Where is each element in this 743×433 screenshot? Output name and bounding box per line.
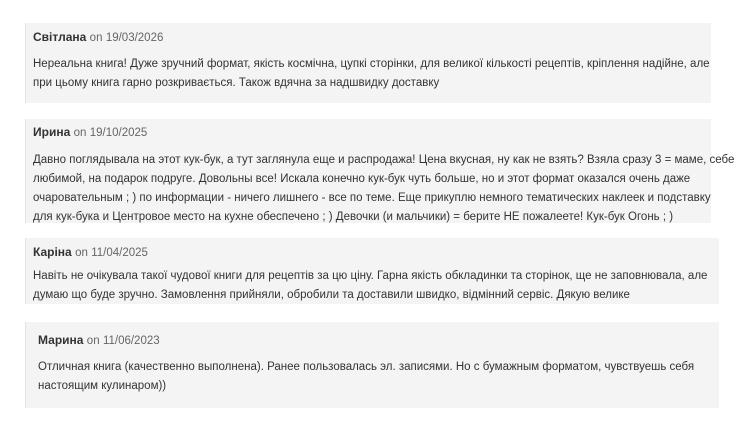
review-text-line: Давно поглядывала на этот кук-бук, а тут заглянула еще и распродажа! Цена вкусная, ну как не взять? Взяла сразу 3 = маме, себе [33, 154, 735, 166]
review-on-word: on [89, 32, 103, 44]
review-header [33, 124, 697, 141]
review-date: 19/10/2025 [89, 127, 148, 139]
review-date: 11/04/2025 [91, 247, 148, 259]
review-author: Світлана [33, 30, 87, 44]
review-on-word: on [73, 127, 87, 139]
review-date: 19/03/2026 [105, 32, 164, 44]
review-text-line: думаю що буде зручно. Замовлення прийняли, обробили та доставили швидко, відмінний сервіс. Дякую велике [33, 289, 630, 301]
review-text-line: при цьому книга гарно розкривається. Також вдячна за надшвидку доставку [33, 77, 440, 89]
review-text [33, 151, 735, 227]
review-card [25, 23, 711, 103]
review-text-line: настоящим кулинаром)) [38, 380, 167, 392]
review-text [33, 55, 710, 93]
review-card [25, 238, 719, 304]
review-header [33, 332, 705, 349]
review-author: Каріна [33, 245, 72, 259]
review-text [33, 358, 705, 396]
review-author: Ирина [33, 125, 71, 139]
review-on-word: on [75, 247, 88, 259]
review-card [25, 119, 735, 223]
review-author: Марина [38, 333, 84, 347]
review-text-line: Навіть не очікувала такої чудової книги для рецептів за цю ціну. Гарна якість обкладинки та сторінок, ще не заповнювала, але [33, 270, 708, 282]
review-text-line: для кук-бука и Центровое место на кухне обеспечено ; ) Девочки (и мальчики) = берите НЕ пожалеете! Кук-бук Огонь ; ) [33, 211, 674, 223]
review-header [33, 29, 697, 46]
review-text [33, 267, 708, 305]
review-text-line: очаровательным ; ) по информации - ничего лишнего - все по теме. Еще прикуплю немного тематических наклеек и подставку [33, 192, 711, 204]
review-text-line: любимой, на подарок подруге. Довольны все! Искала конечно кук-бук чуть больше, но и этот формат оказался очень даже [33, 173, 691, 185]
review-text-line: Отличная книга (качественно выполнена). Ранее пользовалась эл. записями. Но с бумажным форматом, чувствуешь себя [38, 361, 695, 373]
review-on-word: on [86, 335, 100, 347]
review-header [33, 244, 705, 261]
review-date: 11/06/2023 [102, 335, 160, 347]
review-text-line: Нереальна книга! Дуже зручний формат, якість космічна, цупкі сторінки, для великої кількості рецептів, кріплення надійне, але [33, 58, 710, 70]
review-card [25, 322, 719, 408]
